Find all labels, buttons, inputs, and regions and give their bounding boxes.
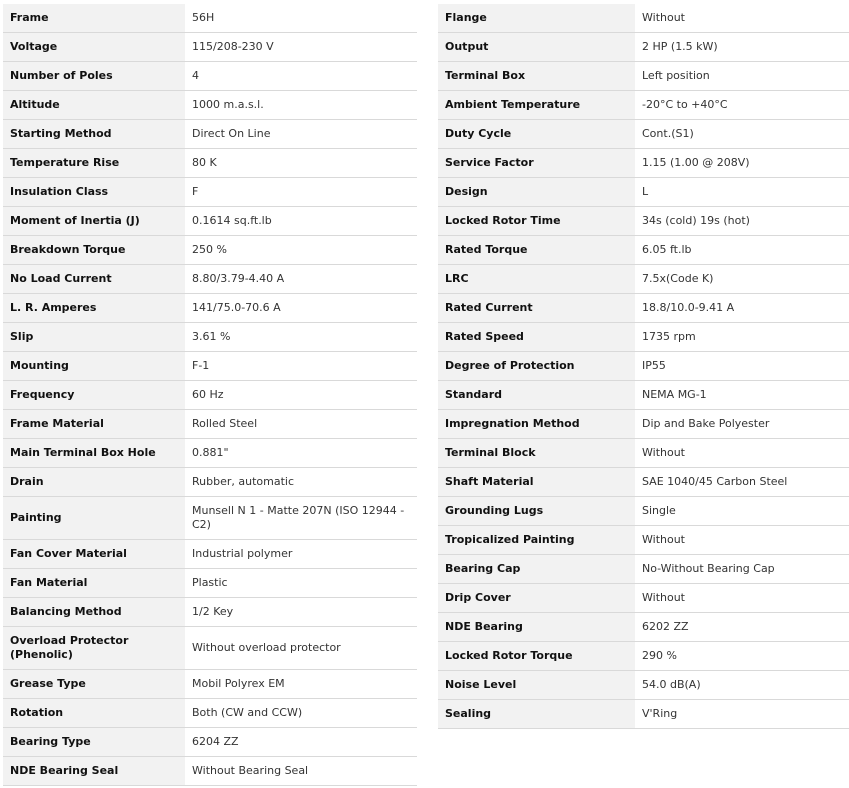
spec-value: F-1 bbox=[185, 352, 417, 381]
spec-label: Starting Method bbox=[3, 120, 185, 149]
spec-label: Rated Torque bbox=[438, 236, 635, 265]
spec-row bbox=[3, 381, 417, 410]
spec-row bbox=[438, 584, 849, 613]
spec-row bbox=[3, 352, 417, 381]
spec-row bbox=[3, 294, 417, 323]
spec-value: Without Bearing Seal bbox=[185, 757, 417, 786]
spec-row bbox=[3, 265, 417, 294]
spec-value: 290 % bbox=[635, 642, 849, 671]
spec-value: 3.61 % bbox=[185, 323, 417, 352]
spec-row bbox=[438, 207, 849, 236]
spec-value: 80 K bbox=[185, 149, 417, 178]
right-spec-table-body bbox=[438, 4, 849, 729]
spec-row bbox=[438, 381, 849, 410]
spec-row bbox=[438, 352, 849, 381]
left-spec-table bbox=[3, 4, 417, 786]
spec-value: No-Without Bearing Cap bbox=[635, 555, 849, 584]
spec-value: 8.80/3.79-4.40 A bbox=[185, 265, 417, 294]
spec-row bbox=[438, 613, 849, 642]
spec-value: L bbox=[635, 178, 849, 207]
spec-row bbox=[3, 120, 417, 149]
spec-row bbox=[438, 33, 849, 62]
spec-row bbox=[438, 265, 849, 294]
spec-row bbox=[3, 91, 417, 120]
spec-row bbox=[3, 670, 417, 699]
spec-row bbox=[438, 468, 849, 497]
spec-label: Terminal Box bbox=[438, 62, 635, 91]
spec-value: Plastic bbox=[185, 569, 417, 598]
spec-label: Bearing Cap bbox=[438, 555, 635, 584]
spec-row bbox=[3, 468, 417, 497]
spec-label: Fan Cover Material bbox=[3, 540, 185, 569]
spec-label: Grease Type bbox=[3, 670, 185, 699]
spec-value: 6.05 ft.lb bbox=[635, 236, 849, 265]
spec-label: Fan Material bbox=[3, 569, 185, 598]
spec-label: NDE Bearing bbox=[438, 613, 635, 642]
spec-row bbox=[438, 149, 849, 178]
spec-value: Industrial polymer bbox=[185, 540, 417, 569]
spec-value: Left position bbox=[635, 62, 849, 91]
spec-value: Mobil Polyrex EM bbox=[185, 670, 417, 699]
spec-row bbox=[438, 62, 849, 91]
spec-row bbox=[3, 497, 417, 540]
spec-value: 6204 ZZ bbox=[185, 728, 417, 757]
spec-value: 34s (cold) 19s (hot) bbox=[635, 207, 849, 236]
spec-value: Without bbox=[635, 526, 849, 555]
spec-value: 6202 ZZ bbox=[635, 613, 849, 642]
spec-value: Rubber, automatic bbox=[185, 468, 417, 497]
spec-row bbox=[438, 671, 849, 700]
spec-label: Frame bbox=[3, 4, 185, 33]
spec-value: 1/2 Key bbox=[185, 598, 417, 627]
spec-row bbox=[3, 178, 417, 207]
spec-value: Without bbox=[635, 584, 849, 613]
spec-row bbox=[3, 598, 417, 627]
spec-label: Terminal Block bbox=[438, 439, 635, 468]
spec-label: Altitude bbox=[3, 91, 185, 120]
spec-value: Without bbox=[635, 4, 849, 33]
spec-value: -20°C to +40°C bbox=[635, 91, 849, 120]
spec-row bbox=[438, 236, 849, 265]
spec-row bbox=[438, 323, 849, 352]
spec-row bbox=[3, 757, 417, 786]
spec-value: 56H bbox=[185, 4, 417, 33]
spec-label: Breakdown Torque bbox=[3, 236, 185, 265]
spec-label: Overload Protector (Phenolic) bbox=[3, 627, 185, 670]
spec-row bbox=[3, 410, 417, 439]
spec-label: Flange bbox=[438, 4, 635, 33]
spec-value: V'Ring bbox=[635, 700, 849, 729]
spec-value: NEMA MG-1 bbox=[635, 381, 849, 410]
spec-label: Rated Speed bbox=[438, 323, 635, 352]
spec-value: 60 Hz bbox=[185, 381, 417, 410]
spec-label: Slip bbox=[3, 323, 185, 352]
spec-label: Standard bbox=[438, 381, 635, 410]
spec-label: Mounting bbox=[3, 352, 185, 381]
spec-label: Main Terminal Box Hole bbox=[3, 439, 185, 468]
spec-label: No Load Current bbox=[3, 265, 185, 294]
spec-value: 1735 rpm bbox=[635, 323, 849, 352]
spec-label: Impregnation Method bbox=[438, 410, 635, 439]
spec-row bbox=[438, 178, 849, 207]
spec-value: Rolled Steel bbox=[185, 410, 417, 439]
spec-row bbox=[3, 207, 417, 236]
spec-row bbox=[3, 439, 417, 468]
spec-row bbox=[3, 728, 417, 757]
spec-value: 141/75.0-70.6 A bbox=[185, 294, 417, 323]
spec-value: Direct On Line bbox=[185, 120, 417, 149]
spec-row bbox=[438, 439, 849, 468]
spec-row bbox=[3, 4, 417, 33]
spec-value: 54.0 dB(A) bbox=[635, 671, 849, 700]
spec-label: Rated Current bbox=[438, 294, 635, 323]
spec-row bbox=[438, 294, 849, 323]
spec-row bbox=[438, 700, 849, 729]
spec-label: Voltage bbox=[3, 33, 185, 62]
spec-value: 1.15 (1.00 @ 208V) bbox=[635, 149, 849, 178]
spec-row bbox=[3, 699, 417, 728]
spec-label: Balancing Method bbox=[3, 598, 185, 627]
spec-value: Cont.(S1) bbox=[635, 120, 849, 149]
spec-label: Output bbox=[438, 33, 635, 62]
spec-label: Tropicalized Painting bbox=[438, 526, 635, 555]
spec-label: Sealing bbox=[438, 700, 635, 729]
right-spec-table bbox=[438, 4, 849, 729]
spec-row bbox=[3, 569, 417, 598]
spec-label: Number of Poles bbox=[3, 62, 185, 91]
spec-label: Insulation Class bbox=[3, 178, 185, 207]
spec-row bbox=[3, 540, 417, 569]
spec-value: 7.5x(Code K) bbox=[635, 265, 849, 294]
spec-label: Degree of Protection bbox=[438, 352, 635, 381]
spec-row bbox=[3, 62, 417, 91]
spec-value: F bbox=[185, 178, 417, 207]
spec-value: 250 % bbox=[185, 236, 417, 265]
left-spec-table-body bbox=[3, 4, 417, 786]
spec-label: Drain bbox=[3, 468, 185, 497]
spec-label: L. R. Amperes bbox=[3, 294, 185, 323]
spec-label: Locked Rotor Torque bbox=[438, 642, 635, 671]
spec-label: Locked Rotor Time bbox=[438, 207, 635, 236]
spec-value: Single bbox=[635, 497, 849, 526]
spec-label: Moment of Inertia (J) bbox=[3, 207, 185, 236]
spec-value: Munsell N 1 - Matte 207N (ISO 12944 - C2) bbox=[185, 497, 417, 540]
spec-row bbox=[438, 642, 849, 671]
spec-value: Without bbox=[635, 439, 849, 468]
spec-value: 2 HP (1.5 kW) bbox=[635, 33, 849, 62]
spec-label: Ambient Temperature bbox=[438, 91, 635, 120]
spec-label: Noise Level bbox=[438, 671, 635, 700]
spec-row bbox=[438, 526, 849, 555]
spec-row bbox=[3, 149, 417, 178]
spec-value: 4 bbox=[185, 62, 417, 91]
spec-row bbox=[438, 120, 849, 149]
spec-value: SAE 1040/45 Carbon Steel bbox=[635, 468, 849, 497]
spec-label: Frame Material bbox=[3, 410, 185, 439]
spec-value: IP55 bbox=[635, 352, 849, 381]
spec-label: Shaft Material bbox=[438, 468, 635, 497]
spec-row bbox=[438, 410, 849, 439]
spec-label: Drip Cover bbox=[438, 584, 635, 613]
spec-row bbox=[3, 627, 417, 670]
spec-label: Grounding Lugs bbox=[438, 497, 635, 526]
spec-value: 0.881" bbox=[185, 439, 417, 468]
spec-row bbox=[438, 497, 849, 526]
spec-label: NDE Bearing Seal bbox=[3, 757, 185, 786]
spec-value: 1000 m.a.s.l. bbox=[185, 91, 417, 120]
spec-label: Frequency bbox=[3, 381, 185, 410]
spec-value: Without overload protector bbox=[185, 627, 417, 670]
spec-label: Duty Cycle bbox=[438, 120, 635, 149]
spec-row bbox=[438, 555, 849, 584]
spec-value: Both (CW and CCW) bbox=[185, 699, 417, 728]
spec-value: 115/208-230 V bbox=[185, 33, 417, 62]
spec-value: 0.1614 sq.ft.lb bbox=[185, 207, 417, 236]
spec-label: Rotation bbox=[3, 699, 185, 728]
spec-row bbox=[3, 323, 417, 352]
spec-row bbox=[438, 4, 849, 33]
spec-label: Service Factor bbox=[438, 149, 635, 178]
spec-row bbox=[438, 91, 849, 120]
spec-row bbox=[3, 236, 417, 265]
spec-value: 18.8/10.0-9.41 A bbox=[635, 294, 849, 323]
spec-label: Painting bbox=[3, 497, 185, 540]
spec-label: LRC bbox=[438, 265, 635, 294]
spec-label: Design bbox=[438, 178, 635, 207]
spec-row bbox=[3, 33, 417, 62]
spec-label: Temperature Rise bbox=[3, 149, 185, 178]
spec-value: Dip and Bake Polyester bbox=[635, 410, 849, 439]
spec-label: Bearing Type bbox=[3, 728, 185, 757]
